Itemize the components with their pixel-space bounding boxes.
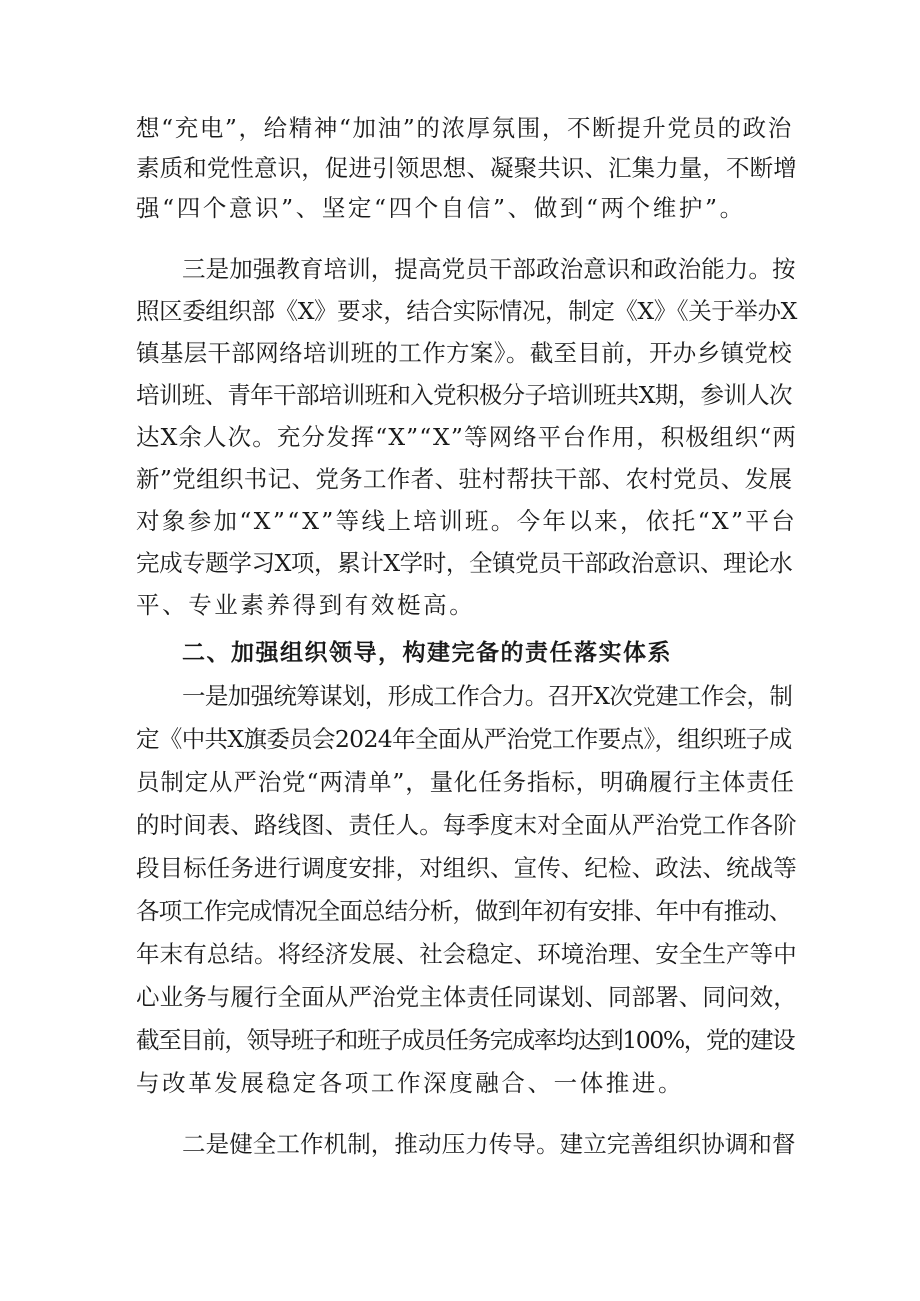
section-heading: 二、加强组织领导，构建完备的责任落实体系	[182, 640, 672, 666]
text-line: 培训班、青年干部培训班和入党积极分子培训班共X期，参训人次	[136, 381, 792, 409]
text-line: 与改革发展稳定各项工作深度融合、一体推进。	[136, 1069, 685, 1097]
text-line: 新”党组织书记、党务工作者、驻村帮扶干部、农村党员、发展	[136, 465, 793, 493]
paragraph-first-line: 二是健全工作机制，推动压力传导。建立完善组织协调和督	[182, 1130, 796, 1158]
text-line: 达X余人次。充分发挥“X”“X”等网络平台作用，积极组织“两	[136, 423, 797, 451]
text-line: 员制定从严治党“两清单”，量化任务指标，明确履行主体责任	[136, 768, 795, 796]
text-line: 素质和党性意识，促进引领思想、凝聚共识、汇集力量，不断增	[136, 154, 797, 182]
text-line: 照区委组织部《X》要求，结合实际情况，制定《X》《关于举办X	[136, 297, 797, 325]
text-line: 定《中共X旗委员会2024年全面从严治党工作要点》，组织班子成	[136, 725, 792, 753]
paragraph-first-line: 三是加强教育培训，提高党员干部政治意识和政治能力。按	[182, 255, 796, 283]
text-line: 镇基层干部网络培训班的工作方案》。截至目前，开办乡镇党校	[136, 339, 793, 367]
text-line: 各项工作完成情况全面总结分析，做到年初有安排、年中有推动、	[136, 897, 792, 925]
text-line: 心业务与履行全面从严治党主体责任同谋划、同部署、同问效，	[136, 983, 797, 1011]
text-line: 完成专题学习X项，累计X学时，全镇党员干部政治意识、理论水	[136, 549, 793, 577]
text-line: 的时间表、路线图、责任人。每季度末对全面从严治党工作各阶	[136, 811, 797, 839]
text-line: 年末有总结。将经济发展、社会稳定、环境治理、安全生产等中	[136, 940, 797, 968]
text-line: 想“充电”，给精神“加油”的浓厚氛围，不断提升党员的政治	[136, 114, 793, 142]
text-line: 强“四个意识”、坚定“四个自信”、做到“两个维护”。	[136, 194, 746, 222]
text-line: 截至目前，领导班子和班子成员任务完成率均达到100%，党的建设	[136, 1026, 795, 1054]
paragraph-first-line: 一是加强统筹谋划，形成工作合力。召开X次党建工作会，制	[182, 682, 793, 710]
text-line: 段目标任务进行调度安排，对组织、宣传、纪检、政法、统战等	[136, 854, 797, 882]
text-line: 对象参加“X”“X”等线上培训班。今年以来，依托“X”平台	[136, 507, 798, 535]
text-line: 平、专业素养得到有效梃高。	[136, 591, 476, 619]
